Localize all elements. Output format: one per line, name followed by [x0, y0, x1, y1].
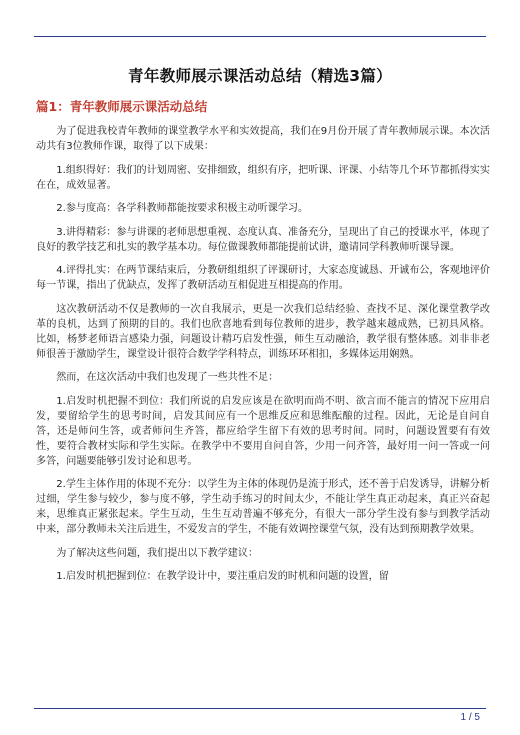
paragraph-summary: 这次教研活动不仅是教师的一次自我展示，更是一次我们总结经验、查找不足、深化课堂教学改革的良机，达到了预期的目的。我们也欣喜地看到每位教师的进步，教学越来越成熟，已初具风格。比如，杨梦老师语言感染力强，问题设计精巧启发性强，师生互动融洽，教学很有整体感。刘非非老师很善于激励学生，课堂设计很符合数学学科特点，训练环环相扣，多媒体运用娴熟。 [36, 303, 490, 360]
footer-rule [34, 708, 486, 709]
paragraph-point-4: 4.评得扎实：在两节课结束后，分教研组组织了评课研讨，大家态度诚恳、开诚布公，客观地评价每一节课，指出了优缺点，发挥了教研活动互相促进互相提高的作用。 [36, 265, 490, 291]
paragraph-shortcoming-2: 2.学生主体作用的体现不充分：以学生为主体的体现仍是流于形式，还不善于启发诱导，讲解分析过细，学生参与较少，参与度不够，学生动手练习的时间太少，不能让学生真正动起来，真正兴奋起来，思维真正紧张起来。学生互动，生生互动普遍不够充分，有很大一部分学生没有参与到教学活动中来，部分教师未关注后进生，不爱发言的学生，不能有效调控课堂气氛，没有达到预期教学效果。 [36, 479, 490, 535]
document-title: 青年教师展示课活动总结（精选3篇） [128, 67, 392, 85]
paragraph-point-2: 2.参与度高：各学科教师都能按要求积极主动听课学习。 [56, 203, 309, 214]
paragraph-suggestions-intro: 为了解决这些问题，我们提出以下教学建议： [56, 547, 259, 559]
document-body [36, 124, 490, 593]
page-number: 1 / 5 [460, 712, 480, 723]
header-rule [34, 36, 486, 37]
paragraph-intro: 为了促进我校青年教师的课堂教学水平和实效提高，我们在9月份开展了青年教师展示课。本次活动共有3位教师作课，取得了以下成果： [36, 126, 490, 152]
section-heading: 篇1：青年教师展示课活动总结 [36, 99, 208, 114]
paragraph-shortcoming-1: 1.启发时机把握不到位：我们所说的启发应该是在欲明而尚不明、欲言而不能言的情况下应用启发，要留给学生的思考时间，启发其间应有一个思维反应和思维酝酿的过程。因此，无论是自问自答，还是师问生答，或者师问生齐答，都应给学生留下有效的思考时间。同时，问题设置要有有效性，要符合教材实际和学生实际。在教学中不要用自问自答，少用一问齐答，最好用一问一答或一问多答，问题要能够引发讨论和思考。 [36, 395, 490, 467]
paragraph-suggestion-1: 1.启发时机把握到位：在教学设计中，要注重启发的时机和问题的设置，留 [56, 571, 389, 582]
paragraph-shortcomings-intro: 然而，在这次活动中我们也发现了一些共性不足： [56, 372, 279, 383]
paragraph-point-1: 1.组织得好：我们的计划周密、安排细致，组织有序，把听课、评课、小结等几个环节都抓得实实在在，成效显著。 [36, 164, 490, 191]
paragraph-point-3: 3.讲得精彩：参与讲课的老师思想重视、态度认真、准备充分，呈现出了自己的授课水平，体现了良好的教学技艺和扎实的教学基本功。每位做课教师都能提前试讲，邀请同学科教师听课导课。 [36, 226, 490, 253]
